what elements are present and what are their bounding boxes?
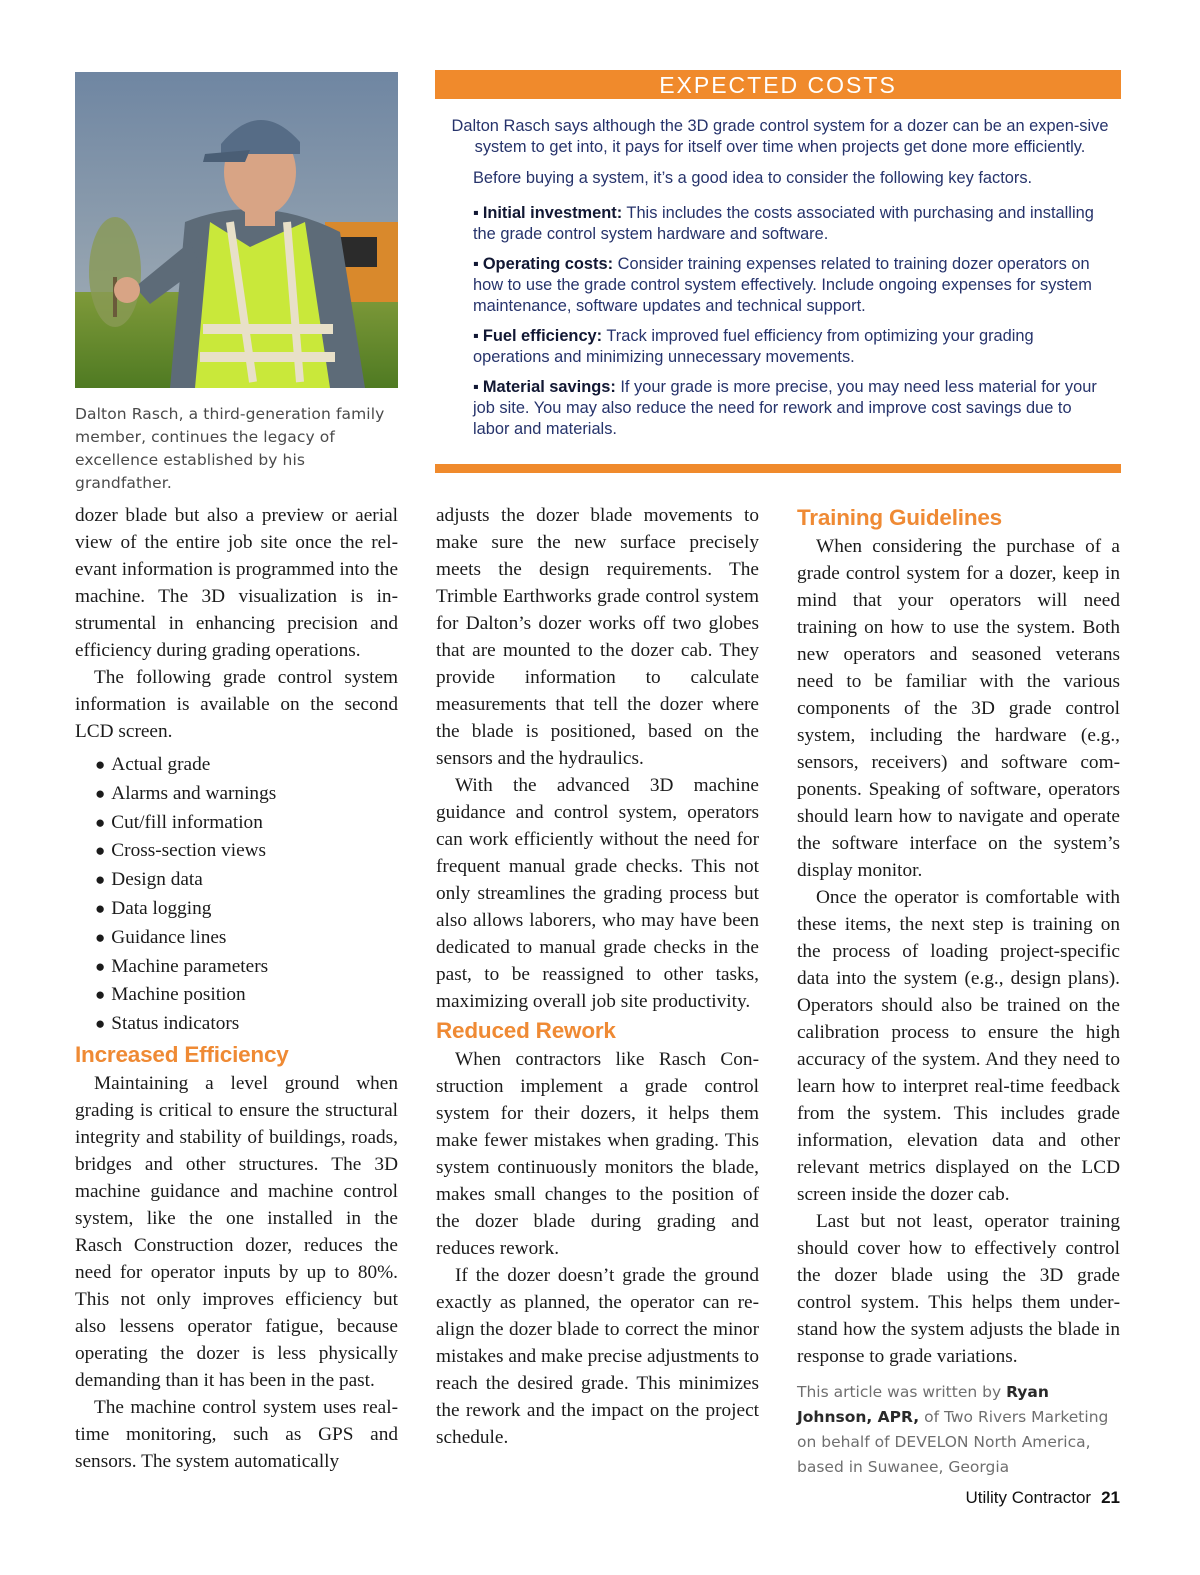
- paragraph: dozer blade but also a preview or aerial view of the entire job site once the relevant information is programmed into the machine. The 3D visualization is instrumental in enhancing precision and efficiency during grading operations.: [75, 505, 398, 661]
- list-item: ● Cut/fill information: [95, 809, 398, 838]
- photo-caption: Dalton Rasch, a third-generation family member, continues the legacy of excellence established by his grandfather.: [75, 405, 385, 492]
- lcd-info-list: [75, 751, 398, 1039]
- dalton-rasch-photo: [75, 72, 398, 388]
- section-heading: Reduced Rework: [436, 1018, 616, 1043]
- sidebar-factor-item: [473, 203, 1110, 245]
- sidebar-lead: Before buying a system, it’s a good idea to consider the following key factors.: [473, 169, 1033, 187]
- paragraph: When contractors like Rasch Construction implement a grade control system for their dozers, it helps them make fewer mistakes when grading. This system continuously monitors the blade, makes small changes to the position of the dozer blade during grading and reduces rework.: [436, 1049, 759, 1259]
- sidebar-factor-item: [473, 254, 1110, 317]
- paragraph: With the advanced 3D machine guidance and control system, operators can work efficiently without the need for frequent manual grade checks. This not only streamlines the grading process but also allows laborers, who may have been dedicated to manual grade checks in the past, to be reassigned to other tasks, maximizing overall job site productivity.: [436, 775, 759, 1012]
- square-bullet-icon: ▪: [473, 204, 479, 222]
- factor-term: Operating costs:: [482, 255, 614, 273]
- list-item: ● Machine parameters: [95, 953, 398, 982]
- factor-term: Material savings:: [482, 378, 616, 396]
- square-bullet-icon: ▪: [473, 327, 479, 345]
- sidebar-intro: Dalton Rasch says although the 3D grade control system for a dozer can be an expen-sive system to get into, it pays for itself over time when projects get done more efficiently.: [451, 117, 1109, 156]
- paragraph: Once the operator is comfortable with these items, the next step is training on the process of loading project-specific data into the system (e.g., design plans). Operators should also be trained on the calibration process to ensure the high accuracy of the system. And they need to learn how to interpret real-time feedback from the system. This includes grade information, elevation data and other relevant metrics displayed on the LCD screen inside the dozer cab.: [797, 887, 1120, 1205]
- article-column-2: [436, 502, 759, 1451]
- author-credit: [797, 1380, 1120, 1480]
- paragraph: The following grade control system information is available on the second LCD screen.: [75, 667, 398, 742]
- credit-prefix: This article was written by: [797, 1383, 1007, 1401]
- factor-text: If your grade is more precise, you may need less material for your job site. You may also reduce the need for rework and improve cost savings due to labor and materials.: [473, 378, 1097, 438]
- article-column-3: [797, 502, 1120, 1480]
- factor-text: Track improved fuel efficiency from optimizing your grading operations and minimizing unnecessary movements.: [473, 327, 1034, 366]
- list-item: ● Actual grade: [95, 751, 398, 780]
- factor-text: This includes the costs associated with purchasing and installing the grade control system hardware and software.: [473, 204, 1094, 243]
- paragraph: When considering the purchase of a grade control system for a dozer, keep in mind that your operators will need training on how to use the system. Both new operators and seasoned veterans need to be familiar with the various components of the 3D grade control system, including the hardware (e.g., sensors, receivers) and software components. Speaking of software, operators should learn how to navigate and operate the software interface on the system’s display monitor.: [797, 536, 1120, 881]
- sidebar-bottom-rule: [435, 464, 1121, 473]
- credit-author: Ryan Johnson, APR,: [797, 1383, 1049, 1426]
- publication-name: Utility Contractor: [965, 1488, 1092, 1507]
- list-item: ● Status indicators: [95, 1010, 398, 1039]
- credit-suffix: of Two Rivers Marketing on behalf of DEVELON North America, based in Suwanee, Georgia: [797, 1408, 1109, 1476]
- sidebar-factor-item: [473, 377, 1110, 440]
- paragraph: Maintaining a level ground when grading is critical to ensure the structural integrity and stability of buildings, roads, bridges and other structures. The 3D machine guidance and machine control system, like the one installed in the Rasch Construction dozer, reduces the need for operator inputs by up to 80%. This not only improves efficiency but also lessens operator fatigue, because operating the dozer is less physically demanding than it has been in the past.: [75, 1072, 398, 1391]
- square-bullet-icon: ▪: [473, 378, 479, 396]
- factor-text: Consider training expenses related to training dozer operators on how to use the grade control system effectively. Include ongoing expenses for system maintenance, software updates and technical support.: [473, 255, 1092, 315]
- sidebar-title: EXPECTED COSTS: [435, 70, 1121, 99]
- paragraph: adjusts the dozer blade movements to make sure the new surface precisely meets the design requirements. The Trimble Earthworks grade control system for Dalton’s dozer works off two globes that are mounted to the dozer cab. They provide information to calculate measurements that tell the dozer where the blade is positioned, based on the sensors and the hydraulics.: [436, 505, 759, 769]
- list-item: ● Machine position: [95, 981, 398, 1010]
- list-item: ● Data logging: [95, 895, 398, 924]
- square-bullet-icon: ▪: [473, 255, 479, 273]
- paragraph: If the dozer doesn’t grade the ground exactly as planned, the operator can realign the dozer blade to correct the minor mistakes and make precise adjustments to reach the desired grade. This minimizes the rework and the impact on the project schedule.: [436, 1265, 759, 1448]
- article-column-1: [75, 502, 398, 1475]
- section-heading: Increased Efficiency: [75, 1041, 289, 1067]
- page-number: 21: [1101, 1488, 1120, 1507]
- page-footer: [965, 1488, 1120, 1508]
- factor-term: Fuel efficiency:: [482, 327, 603, 345]
- sidebar-body: [450, 116, 1110, 449]
- list-item: ● Cross-section views: [95, 837, 398, 866]
- list-item: ● Guidance lines: [95, 924, 398, 953]
- list-item: ● Design data: [95, 866, 398, 895]
- section-heading: Training Guidelines: [797, 505, 1002, 530]
- list-item: ● Alarms and warnings: [95, 780, 398, 809]
- sidebar-factors-list: [473, 203, 1110, 440]
- sidebar-factor-item: [473, 326, 1110, 368]
- factor-term: Initial investment:: [482, 204, 623, 222]
- paragraph: The machine control system uses real-time monitoring, such as GPS and sensors. The system automatically: [75, 1396, 398, 1472]
- paragraph: Last but not least, operator training should cover how to effectively control the dozer blade using the 3D grade control system. This helps them understand how the system adjusts the blade in response to grade variations.: [797, 1211, 1120, 1367]
